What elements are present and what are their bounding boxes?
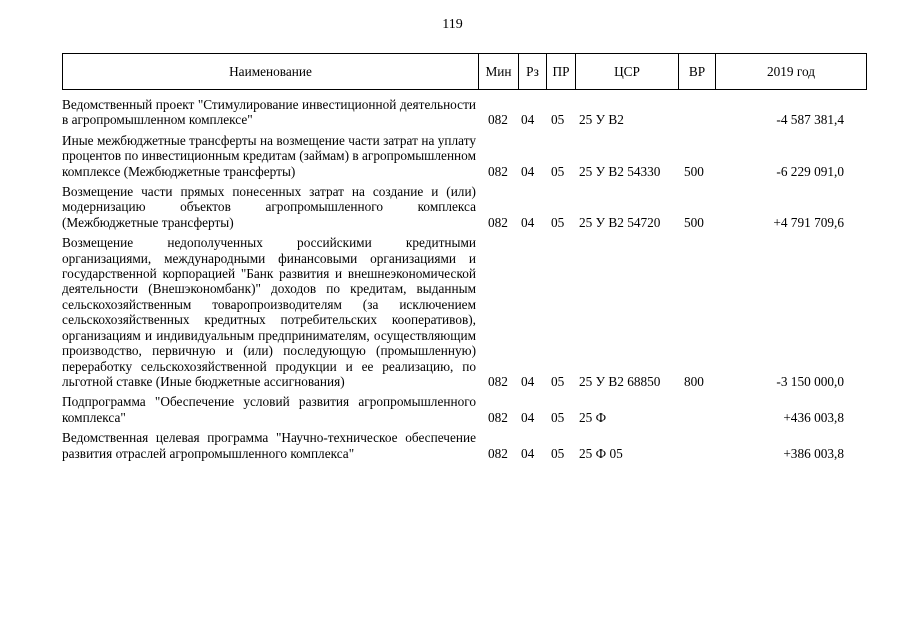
row-rz: 04 <box>521 112 535 128</box>
row-name: Ведомственная целевая программа "Научно-техническое обеспечение развития отраслей агропромышленного комплекса" <box>62 430 476 461</box>
row-min: 082 <box>488 163 508 179</box>
row-amount: +436 003,8 <box>783 409 844 425</box>
row-csr: 25 У В2 54330 <box>579 163 661 179</box>
row-amount: +4 791 709,6 <box>773 214 844 230</box>
row-rz: 04 <box>521 445 535 461</box>
row-csr: 25 Ф <box>579 409 607 425</box>
row-min: 082 <box>488 214 508 230</box>
column-header-vr: ВР <box>679 54 716 90</box>
row-rz: 04 <box>521 163 535 179</box>
row-name: Ведомственный проект "Стимулирование инвестиционной деятельности в агропромышленном комплексе" <box>62 97 476 128</box>
row-rz: 04 <box>521 409 535 425</box>
row-amount: -6 229 091,0 <box>776 163 844 179</box>
row-amount: -4 587 381,4 <box>776 112 844 128</box>
row-min: 082 <box>488 409 508 425</box>
table-row <box>62 430 866 461</box>
row-pr: 05 <box>551 214 565 230</box>
row-name: Возмещение недополученных российскими кредитными организациями, международными финансовыми организациями и государственной корпорацией "Банк развития и внешнеэкономической деятельности (Внешэкономбанк)" доходов по кредитам, выданным сельскохозяйственным товаропроизводителям (за исключением сельскохозяйственных кредитных потребительских кооперативов), организациям и индивидуальным предпринимателям, осуществляющим производство, первичную и (или) последующую (промышленную) переработку сельскохозяйственной продукции и ее реализацию, по льготной ставке (Иные бюджетные ассигнования) <box>62 235 476 389</box>
row-rz: 04 <box>521 373 535 389</box>
column-header-name: Наименование <box>63 54 479 90</box>
row-min: 082 <box>488 112 508 128</box>
row-name: Подпрограмма "Обеспечение условий развития агропромышленного комплекса" <box>62 394 476 425</box>
row-min: 082 <box>488 445 508 461</box>
row-pr: 05 <box>551 373 565 389</box>
row-pr: 05 <box>551 112 565 128</box>
row-vr: 500 <box>684 163 704 179</box>
table-row <box>62 97 866 128</box>
column-header-csr: ЦСР <box>576 54 679 90</box>
row-vr: 500 <box>684 214 704 230</box>
row-pr: 05 <box>551 445 565 461</box>
table-body <box>62 97 866 466</box>
row-name: Возмещение части прямых понесенных затрат на создание и (или) модернизацию объектов агропромышленного комплекса (Межбюджетные трансферты) <box>62 184 476 230</box>
row-name: Иные межбюджетные трансферты на возмещение части затрат на уплату процентов по инвестиционным кредитам (займам) в агропромышленном комплексе (Межбюджетные трансферты) <box>62 132 476 179</box>
table-header <box>62 53 867 90</box>
row-vr: 800 <box>684 373 704 389</box>
column-header-rz: Рз <box>519 54 547 90</box>
row-pr: 05 <box>551 163 565 179</box>
table-row <box>62 133 866 179</box>
row-csr: 25 У В2 <box>579 112 624 128</box>
page-number: 119 <box>442 17 463 32</box>
row-pr: 05 <box>551 409 565 425</box>
table-row <box>62 235 866 389</box>
column-header-min: Мин <box>479 54 519 90</box>
row-rz: 04 <box>521 214 535 230</box>
column-header-year: 2019 год <box>716 54 867 90</box>
row-min: 082 <box>488 373 508 389</box>
table-row <box>62 394 866 425</box>
table-row <box>62 184 866 230</box>
column-header-pr: ПР <box>547 54 576 90</box>
row-csr: 25 У В2 68850 <box>579 373 661 389</box>
row-csr: 25 У В2 54720 <box>579 214 661 230</box>
row-amount: -3 150 000,0 <box>776 373 844 389</box>
row-csr: 25 Ф 05 <box>579 445 623 461</box>
row-amount: +386 003,8 <box>783 445 844 461</box>
